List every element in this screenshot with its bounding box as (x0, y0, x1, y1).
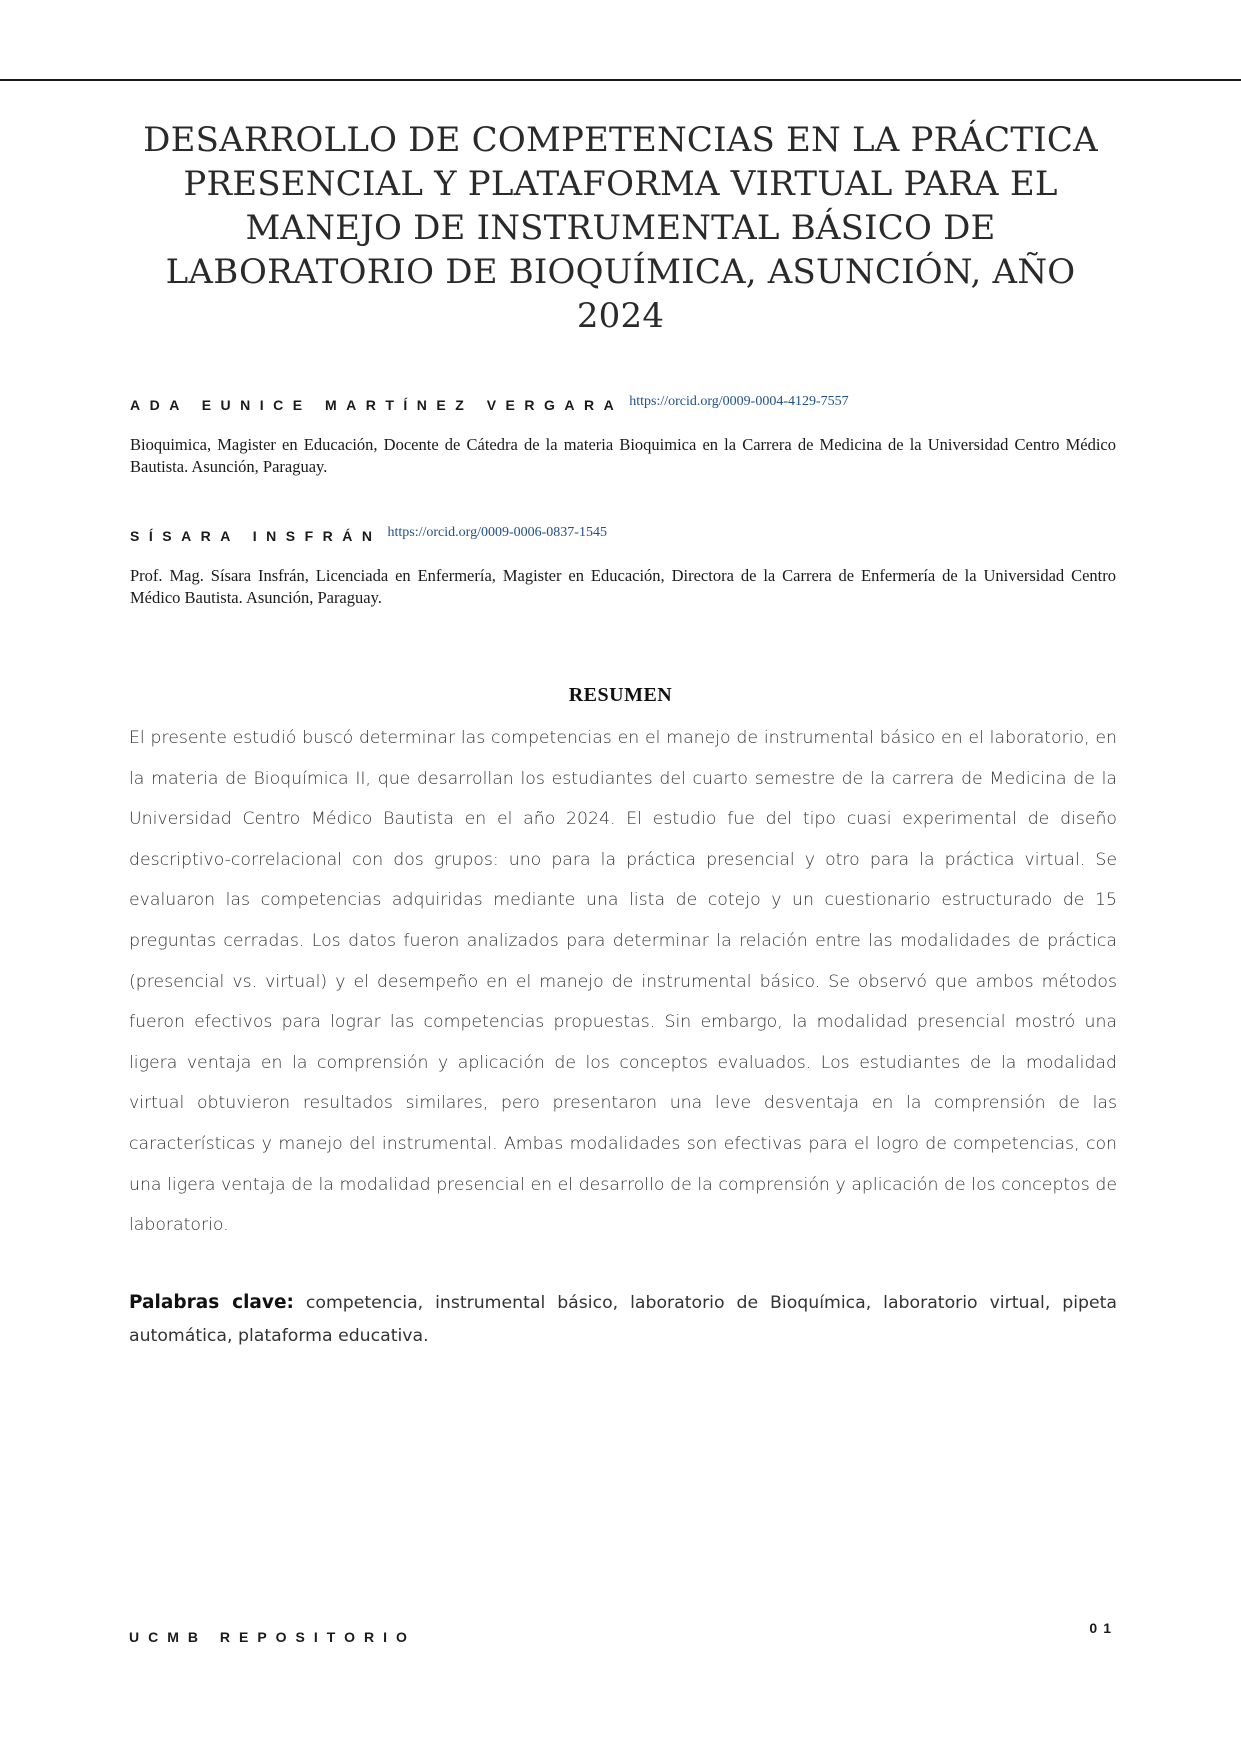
orcid-link[interactable]: https://orcid.org/0009-0006-0837-1545 (387, 525, 607, 540)
paper-title: DESARROLLO DE COMPETENCIAS EN LA PRÁCTICA PRESENCIAL Y PLATAFORMA VIRTUAL PARA EL MANEJO DE INSTRUMENTAL BÁSICO DE LABORATORIO DE BIOQUÍMICA, ASUNCIÓN, AÑO 2024 (143, 120, 1098, 336)
author-affiliation: Prof. Mag. Sísara Insfrán, Licenciada en Enfermería, Magister en Educación, Directora de la Carrera de Enfermería de la Universidad Centro Médico Bautista. Asunción, Paraguay. (130, 566, 1116, 607)
top-rule (0, 79, 1241, 81)
author-2 (130, 525, 607, 546)
footer-repository: UCMB REPOSITORIO (129, 1629, 416, 1645)
orcid-link[interactable]: https://orcid.org/0009-0004-4129-7557 (629, 394, 849, 409)
author-name: ADA EUNICE MARTÍNEZ VERGARA (130, 397, 624, 413)
keywords (129, 1286, 1117, 1353)
page-number: 01 (1089, 1620, 1117, 1636)
author-name: SÍSARA INSFRÁN (130, 528, 382, 544)
keywords-label: Palabras clave: (129, 1292, 294, 1313)
abstract-body: El presente estudió buscó determinar las competencias en el manejo de instrumental básico en el laboratorio, en la materia de Bioquímica II, que desarrollan los estudiantes del cuarto semestre de la carrera de Medicina de la Universidad Centro Médico Bautista en el año 2024. El estudio fue del tipo cuasi experimental de diseño descriptivo-correlacional con dos grupos: uno para la práctica presencial y otro para la práctica virtual. Se evaluaron las competencias adquiridas mediante una lista de cotejo y un cuestionario estructurado de 15 preguntas cerradas. Los datos fueron analizados para determinar la relación entre las modalidades de práctica (presencial vs. virtual) y el desempeño en el manejo de instrumental básico. Se observó que ambos métodos fueron efectivos para lograr las competencias propuestas. Sin embargo, la modalidad presencial mostró una ligera ventaja en la comprensión y aplicación de los conceptos evaluados. Los estudiantes de la modalidad virtual obtuvieron resultados similares, pero presentaron una leve desventaja en la comprensión de las características y manejo del instrumental. Ambas modalidades son efectivas para el logro de competencias, con una ligera ventaja de la modalidad presencial en el desarrollo de la comprensión y aplicación de los conceptos de laboratorio. (129, 728, 1117, 1236)
abstract-heading: RESUMEN (568, 684, 673, 706)
keywords-text: competencia, instrumental básico, laboratorio de Bioquímica, laboratorio virtual, pipeta automática, plataforma educativa. (129, 1293, 1117, 1346)
author-affiliation: Bioquimica, Magister en Educación, Docente de Cátedra de la materia Bioquimica en la Carrera de Medicina de la Universidad Centro Médico Bautista. Asunción, Paraguay. (130, 435, 1116, 476)
author-1 (130, 394, 849, 415)
